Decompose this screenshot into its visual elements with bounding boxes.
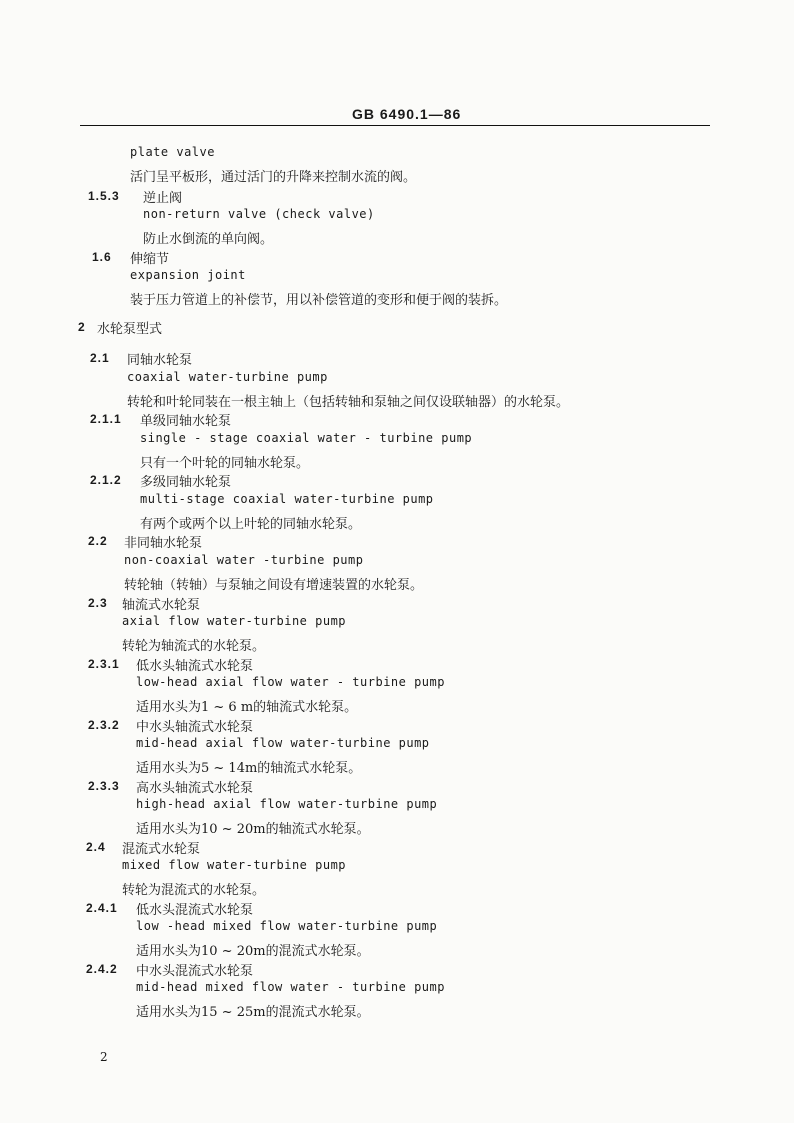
chapter-title: 水轮泵型式 [97,322,163,337]
section-number: 1.5.3 [88,189,120,203]
term-title: 高水头轴流式水轮泵 [136,781,254,796]
section-number: 2.2 [88,534,108,548]
standard-code: GB 6490.1—86 [352,106,462,122]
section-number: 1.6 [92,250,112,264]
section-number: 2.3.2 [88,718,120,732]
section-number: 2.3.1 [88,657,120,671]
term-definition: 适用水头为10 ~ 20m的轴流式水轮泵。 [136,822,370,837]
section-number: 2.4.1 [86,901,118,915]
term-definition: 适用水头为1 ~ 6 m的轴流式水轮泵。 [136,700,358,715]
term-title: 多级同轴水轮泵 [140,475,232,490]
term-english: mid-head mixed flow water - turbine pump [136,980,445,994]
section-number: 2.3.3 [88,779,120,793]
chapter-number: 2 [78,320,86,334]
term-definition: 适用水头为15 ~ 25m的混流式水轮泵。 [136,1005,370,1020]
term-definition: 适用水头为10 ~ 20m的混流式水轮泵。 [136,944,370,959]
term-title: 伸缩节 [130,252,170,267]
term-definition: 转轮为混流式的水轮泵。 [122,883,266,898]
term-definition: 只有一个叶轮的同轴水轮泵。 [140,456,310,471]
term-english: mid-head axial flow water-turbine pump [136,736,430,750]
term-title: 单级同轴水轮泵 [140,414,232,429]
term-english: plate valve [130,145,215,159]
term-definition: 适用水头为5 ~ 14m的轴流式水轮泵。 [136,761,362,776]
term-english: single - stage coaxial water - turbine pump [140,431,473,445]
term-title: 混流式水轮泵 [122,842,201,857]
header-rule [80,125,710,126]
term-definition: 活门呈平板形，通过活门的升降来控制水流的阀。 [130,170,417,185]
term-english: high-head axial flow water-turbine pump [136,797,438,811]
term-english: non-return valve (check valve) [143,207,375,221]
section-number: 2.4.2 [86,962,118,976]
term-definition: 装于压力管道上的补偿节，用以补偿管道的变形和便于阀的装拆。 [130,293,508,308]
term-title: 低水头轴流式水轮泵 [136,659,254,674]
term-definition: 转轮和叶轮同装在一根主轴上（包括转轴和泵轴之间仅设联轴器）的水轮泵。 [127,395,570,410]
section-number: 2.3 [88,596,108,610]
term-english: mixed flow water-turbine pump [122,858,347,872]
term-definition: 转轮为轴流式的水轮泵。 [122,639,266,654]
section-number: 2.1.2 [90,473,122,487]
term-english: low -head mixed flow water-turbine pump [136,919,438,933]
section-number: 2.1 [90,351,110,365]
term-definition: 防止水倒流的单向阀。 [143,232,274,247]
term-title: 逆止阀 [143,191,183,206]
page-number: 2 [100,1050,108,1064]
term-title: 非同轴水轮泵 [124,536,203,551]
section-number: 2.1.1 [90,412,122,426]
term-title: 低水头混流式水轮泵 [136,903,254,918]
term-english: coaxial water-turbine pump [127,370,328,384]
term-english: expansion joint [130,268,246,282]
term-title: 中水头轴流式水轮泵 [136,720,254,735]
term-definition: 转轮轴（转轴）与泵轴之间设有增速装置的水轮泵。 [124,578,424,593]
term-english: multi-stage coaxial water-turbine pump [140,492,434,506]
term-english: low-head axial flow water - turbine pump [136,675,445,689]
term-english: axial flow water-turbine pump [122,614,347,628]
section-number: 2.4 [86,840,106,854]
term-title: 同轴水轮泵 [127,353,193,368]
term-english: non-coaxial water -turbine pump [124,553,364,567]
term-title: 轴流式水轮泵 [122,598,201,613]
term-definition: 有两个或两个以上叶轮的同轴水轮泵。 [140,517,362,532]
term-title: 中水头混流式水轮泵 [136,964,254,979]
